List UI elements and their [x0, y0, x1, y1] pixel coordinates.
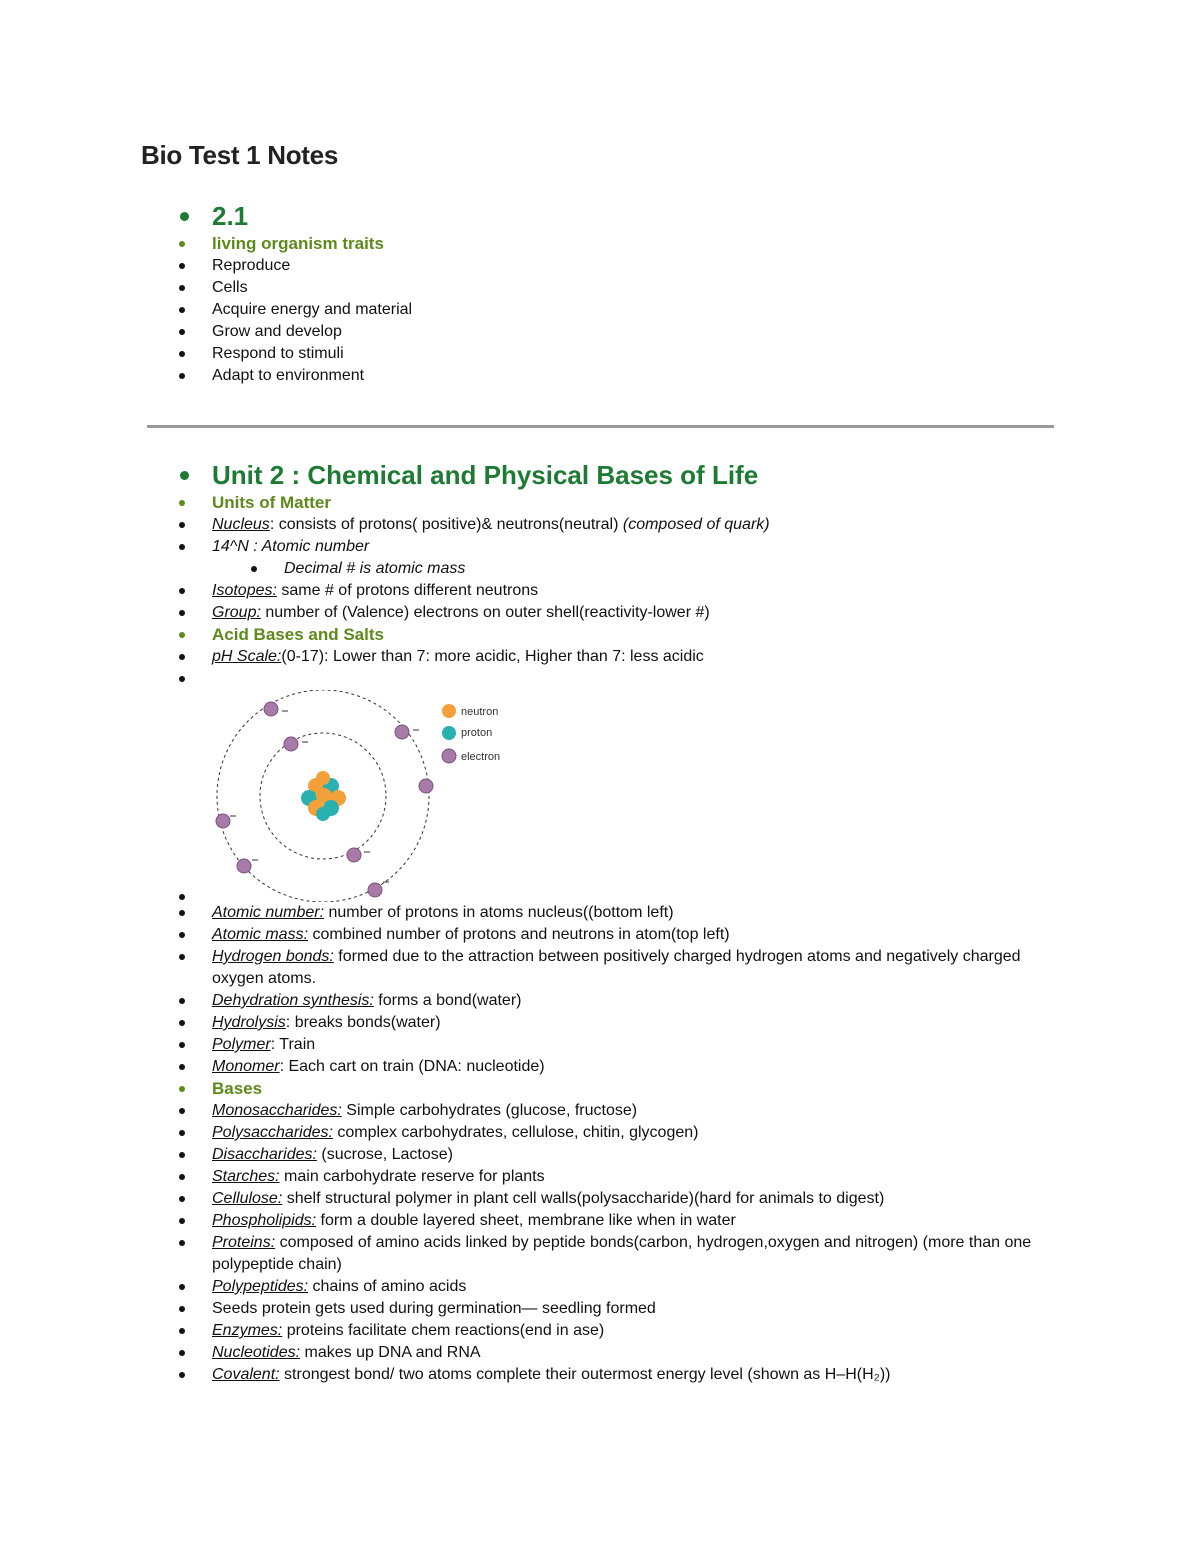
definition-text: number of (Valence) electrons on outer shell(reactivity-lower #) [260, 604, 710, 621]
definition-text: chains of amino acids [308, 1278, 467, 1295]
definition-text: makes up DNA and RNA [300, 1344, 481, 1361]
term-label: Polypeptides: [212, 1278, 309, 1295]
electron-icon [284, 737, 298, 751]
section-2-1-list [0, 200, 1200, 387]
electron-icon [216, 814, 230, 828]
list-item-base [0, 1100, 1072, 1122]
list-item-base [0, 1188, 1072, 1210]
definition-text: proteins facilitate chem reactions(end in ase) [282, 1322, 605, 1339]
subheading-living-traits: living organism traits [0, 233, 1072, 255]
list-item: Adapt to environment [0, 365, 1072, 387]
horizontal-rule [147, 425, 1054, 428]
list-item-definition [0, 924, 1072, 946]
list-item-ph-scale [0, 646, 1072, 668]
list-item-nucleus [0, 514, 1072, 536]
list-item-base [0, 1232, 1072, 1276]
section-heading-2-1: 2.1 [0, 200, 1072, 232]
definition-text: form a double layered sheet, membrane like when in water [316, 1212, 736, 1229]
list-item-base [0, 1122, 1072, 1144]
term-label: Covalent: [212, 1366, 280, 1383]
list-item-atomic-number-note: 14^N : Atomic number [0, 536, 1072, 558]
definition-text: Seeds protein gets used during germination— seedling formed [212, 1300, 656, 1317]
list-item-definition [0, 1012, 1072, 1034]
list-item: Respond to stimuli [0, 343, 1072, 365]
list-item: Reproduce [0, 255, 1072, 277]
definition-text: forms a bond(water) [373, 992, 522, 1009]
list-item-base [0, 1276, 1072, 1298]
definition-text: formed due to the attraction between positively charged hydrogen atoms and negatively charged oxygen atoms. [212, 948, 1021, 987]
term-label: Disaccharides: [212, 1146, 317, 1163]
term-label: Isotopes: [212, 582, 277, 599]
term-label: Hydrolysis [212, 1014, 286, 1031]
legend-proton-label: proton [461, 727, 493, 739]
term-label: Nucleus [212, 516, 270, 533]
list-item-base [0, 1364, 1072, 1386]
definition-text: : Each cart on train (DNA: nucleotide) [279, 1058, 545, 1075]
legend-electron-label: electron [461, 751, 501, 763]
term-label: Monosaccharides: [212, 1102, 342, 1119]
list-item: Grow and develop [0, 321, 1072, 343]
list-item-definition [0, 1034, 1072, 1056]
list-item-base [0, 1210, 1072, 1232]
definition-text: strongest bond/ two atoms complete their outermost energy level (shown as H–H(H₂)) [279, 1366, 891, 1383]
term-label: pH Scale: [212, 648, 282, 665]
definition-text: : breaks bonds(water) [285, 1014, 441, 1031]
electron-legend-icon [442, 749, 456, 763]
subheading-bases: Bases [0, 1078, 1072, 1100]
list-item-base [0, 1342, 1072, 1364]
definition-text: Simple carbohydrates (glucose, fructose) [341, 1102, 638, 1119]
electron-icon [237, 859, 251, 873]
list-item-base [0, 1166, 1072, 1188]
unit-2-list [0, 459, 1200, 1386]
term-label: Hydrogen bonds: [212, 948, 334, 965]
nucleus-icon [301, 771, 346, 821]
list-item-definition [0, 946, 1072, 990]
term-label: Atomic mass: [212, 926, 309, 943]
term-label: Nucleotides: [212, 1344, 301, 1361]
list-item-definition [0, 990, 1072, 1012]
definition-text: : Train [270, 1036, 316, 1053]
neutron-legend-icon [442, 704, 456, 718]
term-label: Polysaccharides: [212, 1124, 333, 1141]
definition-text: : consists of protons( positive)& neutrons(neutral) [269, 516, 623, 533]
electron-icon [419, 779, 433, 793]
list-item: Acquire energy and material [0, 299, 1072, 321]
list-item-empty [0, 668, 1072, 690]
term-label: Dehydration synthesis: [212, 992, 374, 1009]
document-title: Bio Test 1 Notes [141, 140, 338, 170]
term-label: Polymer [212, 1036, 271, 1053]
list-item-group [0, 602, 1072, 624]
electron-icon [264, 702, 278, 716]
subheading-acid-bases: Acid Bases and Salts [0, 624, 1072, 646]
list-item-definition [0, 902, 1072, 924]
term-label: Cellulose: [212, 1190, 283, 1207]
list-item-base [0, 1144, 1072, 1166]
list-item-isotopes [0, 580, 1072, 602]
definition-text: (sucrose, Lactose) [316, 1146, 453, 1163]
list-item-definition [0, 1056, 1072, 1078]
definition-text: number of protons in atoms nucleus((bottom left) [324, 904, 674, 921]
list-item: Cells [0, 277, 1072, 299]
definition-text: combined number of protons and neutrons in atom(top left) [308, 926, 730, 943]
term-label: Starches: [212, 1168, 280, 1185]
legend [442, 704, 500, 763]
atom-diagram [205, 690, 525, 902]
list-item-atom-diagram [0, 690, 1072, 902]
definition-text: main carbohydrate reserve for plants [279, 1168, 545, 1185]
term-label: Enzymes: [212, 1322, 283, 1339]
definition-text: (0-17): Lower than 7: more acidic, Higher than 7: less acidic [281, 648, 704, 665]
term-label: Proteins: [212, 1234, 276, 1251]
electron-icon [395, 725, 409, 739]
list-item-base [0, 1320, 1072, 1342]
definition-text: same # of protons different neutrons [276, 582, 539, 599]
list-item-base [0, 1298, 1072, 1320]
definition-text: complex carbohydrates, cellulose, chitin, glycogen) [332, 1124, 699, 1141]
definition-text: composed of amino acids linked by peptide bonds(carbon, hydrogen,oxygen and nitrogen) (more than one polypeptide chain) [212, 1234, 1032, 1273]
term-label: Phospholipids: [212, 1212, 317, 1229]
electron-icon [347, 848, 361, 862]
subheading-units-of-matter: Units of Matter [0, 492, 1072, 514]
term-label: Monomer [212, 1058, 280, 1075]
unit-2-heading: Unit 2 : Chemical and Physical Bases of Life [0, 459, 1072, 491]
definition-note: (composed of quark) [622, 516, 770, 533]
definition-text: shelf structural polymer in plant cell walls(polysaccharide)(hard for animals to digest) [282, 1190, 885, 1207]
legend-neutron-label: neutron [461, 706, 499, 718]
list-item-decimal-note: Decimal # is atomic mass [0, 558, 1072, 580]
proton-legend-icon [442, 726, 456, 740]
electron-icon [368, 883, 382, 897]
term-label: Atomic number: [212, 904, 325, 921]
term-label: Group: [212, 604, 261, 621]
